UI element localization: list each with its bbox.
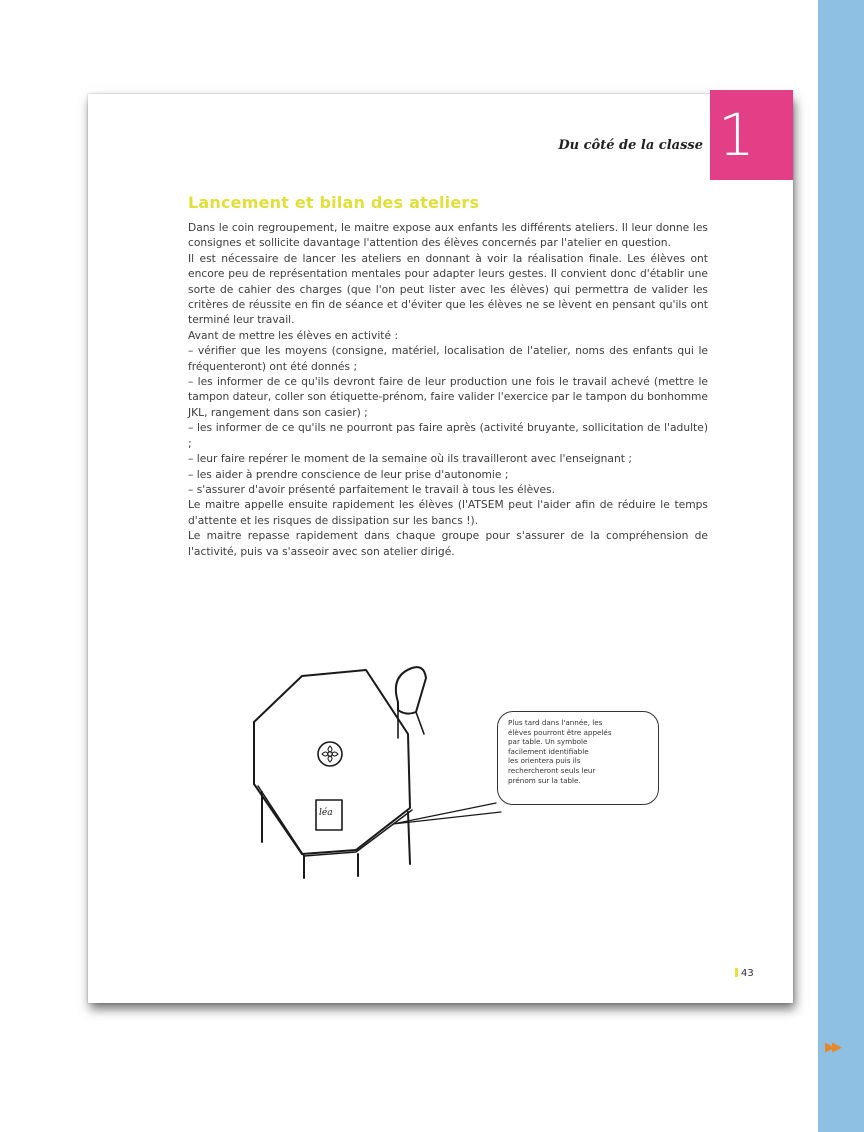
paragraph: Avant de mettre les élèves en activité : <box>188 328 399 342</box>
list-item: – s'assurer d'avoir présenté parfaitement le travail à tous les élèves. <box>188 482 556 496</box>
body-text <box>188 220 708 559</box>
bubble-line: Plus tard dans l'année, les <box>508 718 603 727</box>
reader-sidebar <box>818 0 864 1132</box>
table-leg <box>408 812 410 864</box>
list-item: – les informer de ce qu'ils ne pourront pas faire après (activité bruyante, sollicitation de l'adulte) ; <box>188 421 708 450</box>
bubble-line: rechercheront seuls leur <box>508 765 596 775</box>
page-number <box>735 968 754 979</box>
paragraph: Le maitre appelle ensuite rapidement les élèves (l'ATSEM peut l'aider afin de réduire le temps d'attente et les risques de dissipation sur les bancs !). <box>188 498 708 527</box>
bubble-line: les orientera puis ils <box>508 756 581 766</box>
table-top <box>254 670 410 854</box>
speech-bubble <box>497 711 659 805</box>
list-item: – leur faire repérer le moment de la semaine où ils travailleront avec l'enseignant ; <box>188 452 632 466</box>
next-page-icon[interactable]: ▶▶ <box>825 1040 839 1055</box>
running-head: Du côté de la classe <box>558 138 703 153</box>
paragraph: Dans le coin regroupement, le maitre expose aux enfants les différents ateliers. Il leur donne les consignes et sollicite davantage l'attention des élèves concernés par l'atelier en question. <box>188 221 708 250</box>
bubble-line: élèves pourront être appelés <box>508 727 612 737</box>
list-item: – les aider à prendre conscience de leur prise d'autonomie ; <box>188 467 509 481</box>
paragraph: Il est nécessaire de lancer les ateliers en donnant à voir la réalisation finale. Les élèves ont encore peu de représentation mentales pour adapter leurs gestes. Il convient donc d'établir une sorte de cahier des charges (que l'on peut lister avec les élèves) qui permettra de valider les critères de réussite en fin de séance et d'éviter que les élèves ne se lèvent en pensant qu'ils ont terminé leur travail. <box>188 251 708 327</box>
chair-icon <box>396 667 426 713</box>
bubble-line: par table. Un symbole <box>508 737 588 747</box>
bubble-line: facilement identifiable <box>508 746 589 756</box>
chapter-tab: 1 <box>710 90 793 180</box>
page-number-text: 43 <box>741 968 754 979</box>
flower-symbol-icon <box>318 742 342 766</box>
section-title: Lancement et bilan des ateliers <box>188 193 480 212</box>
page-number-marker <box>735 968 738 977</box>
list-item: – les informer de ce qu'ils devront faire de leur production une fois le travail achevé (mettre le tampon dateur, coller son étiquette-prénom, faire valider l'exercice par le tampon du bonhomme JKL, rangement dans son casier) ; <box>188 375 708 419</box>
paragraph: Le maitre repasse rapidement dans chaque groupe pour s'assurer de la compréhension de l'activité, puis va s'asseoir avec son atelier dirigé. <box>188 529 708 558</box>
book-page <box>88 94 793 1003</box>
bubble-line: prénom sur la table. <box>508 775 581 785</box>
list-item: – vérifier que les moyens (consigne, matériel, localisation de l'atelier, noms des enfants qui le fréquenteront) ont été donnés ; <box>188 344 708 373</box>
name-card-label: léa <box>319 808 333 818</box>
table-edge <box>258 786 412 856</box>
